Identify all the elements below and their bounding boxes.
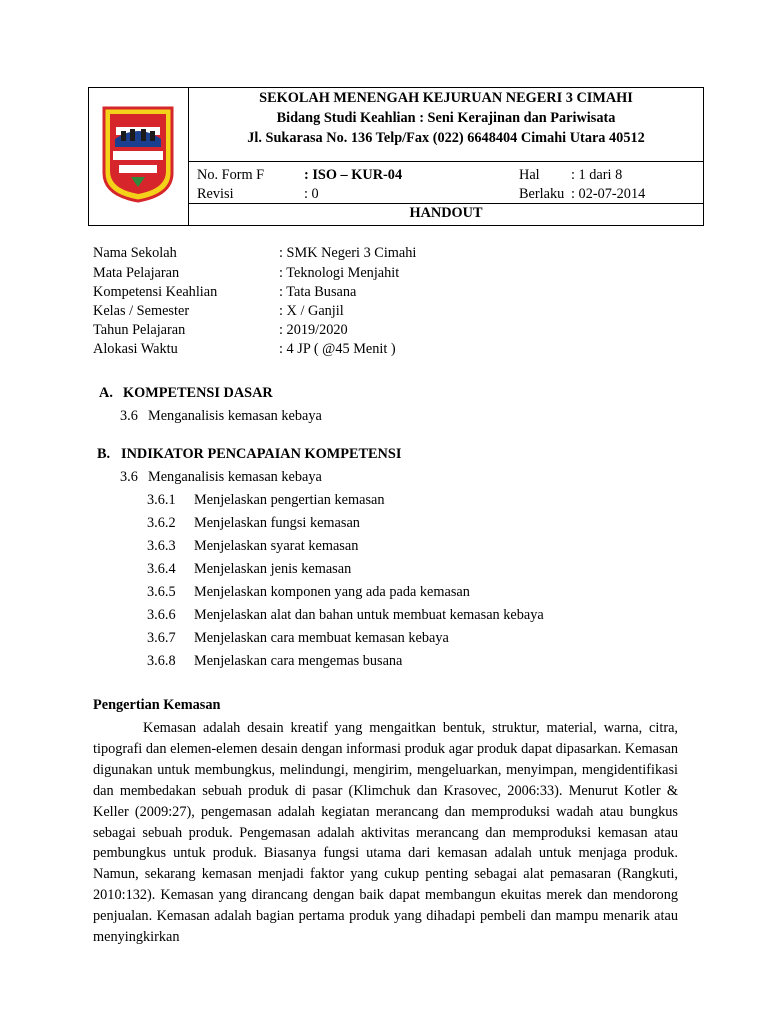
meta-label: Alokasi Waktu <box>93 341 178 357</box>
item-text: Menganalisis kemasan kebaya <box>148 408 322 424</box>
page-label: Hal <box>519 167 540 183</box>
school-name: SEKOLAH MENENGAH KEJURUAN NEGERI 3 CIMAHI <box>259 90 633 106</box>
indicator-text: Menjelaskan syarat kemasan <box>194 538 359 554</box>
indicator-text: Menjelaskan fungsi kemasan <box>194 515 360 531</box>
header-divider <box>189 161 703 162</box>
meta-label: Nama Sekolah <box>93 245 177 261</box>
indicator-text: Menjelaskan cara mengemas busana <box>194 653 403 669</box>
section-number: A. <box>99 385 113 401</box>
indicator-number: 3.6.7 <box>147 630 176 646</box>
header-divider <box>189 203 703 204</box>
meta-row <box>93 265 693 285</box>
effective-label: Berlaku <box>519 186 565 202</box>
meta-label: Tahun Pelajaran <box>93 322 186 338</box>
meta-value: : X / Ganjil <box>279 303 344 319</box>
meta-row <box>93 303 693 323</box>
meta-row <box>93 284 693 304</box>
revision-label: Revisi <box>197 186 234 202</box>
indicator-number: 3.6.6 <box>147 607 176 623</box>
indicator-number: 3.6.2 <box>147 515 176 531</box>
section-title: INDIKATOR PENCAPAIAN KOMPETENSI <box>121 446 402 462</box>
revision-value: : 0 <box>304 186 319 202</box>
meta-label: Kelas / Semester <box>93 303 190 319</box>
meta-value: : SMK Negeri 3 Cimahi <box>279 245 417 261</box>
indicator-number: 3.6.4 <box>147 561 176 577</box>
indicator-number: 3.6.1 <box>147 492 176 508</box>
indicator-text: Menjelaskan komponen yang ada pada kemasan <box>194 584 470 600</box>
indicator-text: Menjelaskan jenis kemasan <box>194 561 352 577</box>
section-number: B. <box>97 446 111 462</box>
document-type: HANDOUT <box>409 205 483 221</box>
study-field: Bidang Studi Keahlian : Seni Kerajinan dan Pariwisata <box>276 110 616 126</box>
meta-value: : Teknologi Menjahit <box>279 265 400 281</box>
indicator-number: 3.6.8 <box>147 653 176 669</box>
indicator-text: Menjelaskan alat dan bahan untuk membuat kemasan kebaya <box>194 607 544 623</box>
school-identity <box>189 88 703 160</box>
document-header <box>88 87 704 226</box>
meta-row <box>93 341 693 361</box>
meta-value: : 2019/2020 <box>279 322 348 338</box>
form-label: No. Form F <box>197 167 265 183</box>
meta-value: : 4 JP ( @45 Menit ) <box>279 341 396 357</box>
effective-value: : 02-07-2014 <box>571 186 646 202</box>
content-paragraph: Kemasan adalah desain kreatif yang mengaitkan bentuk, struktur, material, warna, citra, tipografi dan elemen-elemen desain dengan informasi produk agar produk dapat dipasarkan. Kemasan digunakan untuk membungkus, melindungi, mengirim, mengeluarkan, menyimpan, mengidentifikasi dan membedakan sebuah produk di pasar (Klimchuk dan Krasovec, 2006:33). Menurut Kotler & Keller (2009:27), pengemasan adalah kegiatan merancang dan memproduksi wadah atau bungkus sebagai sebuah produk. Pengemasan adalah aktivitas merancang dan memproduksi kemasan atau pembungkus untuk produk. Biasanya fungsi utama dari kemasan adalah untuk menjaga produk. Namun, sekarang kemasan menjadi faktor yang cukup penting sebagai alat pemasaran (Rangkuti, 2010:132). Kemasan yang dirancang dengan baik dapat membangun ekuitas merek dan mendorong penjualan. Kemasan adalah bagian pertama produk yang dihadapi pembeli dan mampu menarik atau menyingkirkan <box>93 720 678 946</box>
item-text: Menganalisis kemasan kebaya <box>148 469 322 485</box>
form-value: : ISO – KUR-04 <box>304 167 403 183</box>
meta-row <box>93 322 693 342</box>
item-number: 3.6 <box>120 469 138 485</box>
meta-row <box>93 245 693 265</box>
meta-label: Mata Pelajaran <box>93 265 180 281</box>
indicator-text: Menjelaskan cara membuat kemasan kebaya <box>194 630 449 646</box>
school-logo-icon <box>101 105 175 203</box>
logo-cell <box>89 88 189 225</box>
indicator-number: 3.6.5 <box>147 584 176 600</box>
item-number: 3.6 <box>120 408 138 424</box>
indicator-number: 3.6.3 <box>147 538 176 554</box>
meta-label: Kompetensi Keahlian <box>93 284 218 300</box>
indicator-text: Menjelaskan pengertian kemasan <box>194 492 385 508</box>
school-address: Jl. Sukarasa No. 136 Telp/Fax (022) 6648404 Cimahi Utara 40512 <box>247 130 645 146</box>
content-heading: Pengertian Kemasan <box>93 697 221 713</box>
page-value: : 1 dari 8 <box>571 167 623 183</box>
meta-value: : Tata Busana <box>279 284 357 300</box>
section-title: KOMPETENSI DASAR <box>123 385 273 401</box>
